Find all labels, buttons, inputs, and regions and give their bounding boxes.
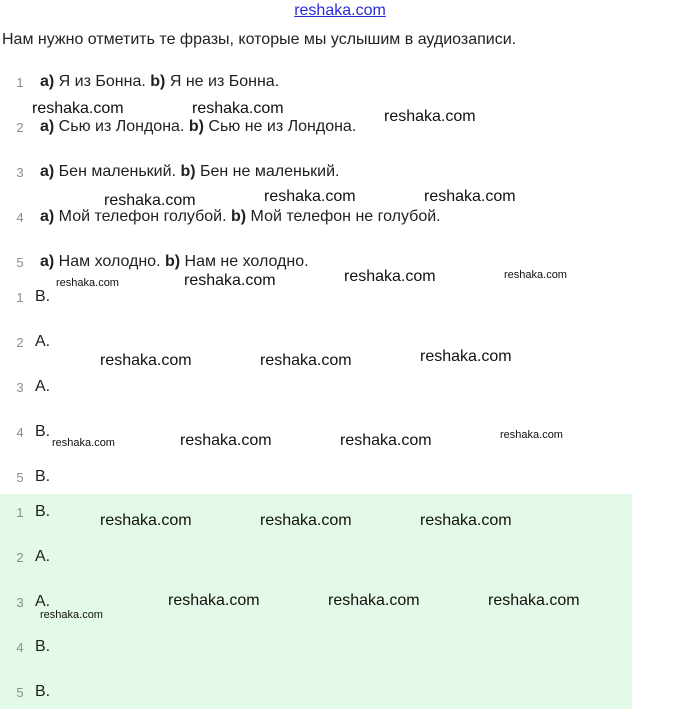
- answer-number: 5: [16, 685, 24, 700]
- answer-number: 5: [16, 470, 24, 485]
- watermark: reshaka.com: [40, 609, 103, 621]
- watermark: reshaka.com: [260, 352, 352, 369]
- question-number: 1: [16, 75, 24, 90]
- site-link[interactable]: reshaka.com: [294, 2, 386, 19]
- answer-number: 3: [16, 380, 24, 395]
- watermark: reshaka.com: [168, 592, 260, 609]
- watermark: reshaka.com: [500, 429, 563, 441]
- answer-number: 2: [16, 335, 24, 350]
- answer-value: A.: [35, 548, 51, 565]
- watermark: reshaka.com: [100, 512, 192, 529]
- answer-number: 3: [16, 595, 24, 610]
- watermark: reshaka.com: [424, 188, 516, 205]
- answer-value: B.: [35, 503, 51, 520]
- watermark: reshaka.com: [344, 268, 436, 285]
- answer-value: B.: [35, 468, 51, 485]
- watermark: reshaka.com: [504, 269, 567, 281]
- watermark: reshaka.com: [384, 108, 476, 125]
- watermark: reshaka.com: [104, 192, 196, 209]
- answer-number: 4: [16, 425, 24, 440]
- watermark: reshaka.com: [264, 188, 356, 205]
- answer-value: A.: [35, 378, 51, 395]
- question-number: 3: [16, 165, 24, 180]
- watermark: reshaka.com: [192, 100, 284, 117]
- watermark: reshaka.com: [420, 512, 512, 529]
- watermark: reshaka.com: [260, 512, 352, 529]
- question-number: 2: [16, 120, 24, 135]
- watermark: reshaka.com: [56, 277, 119, 289]
- question-text: a) Нам холодно. b) Нам не холодно.: [40, 253, 309, 270]
- answer-value: B.: [35, 288, 51, 305]
- answer-value: B.: [35, 638, 51, 655]
- answer-value: A.: [35, 333, 51, 350]
- answer-value: B.: [35, 683, 51, 700]
- answer-number: 4: [16, 640, 24, 655]
- watermark: reshaka.com: [52, 437, 115, 449]
- watermark: reshaka.com: [180, 432, 272, 449]
- watermark: reshaka.com: [184, 272, 276, 289]
- watermark: reshaka.com: [488, 592, 580, 609]
- answer-number: 1: [16, 290, 24, 305]
- question-text: a) Мой телефон голубой. b) Мой телефон не голубой.: [40, 208, 441, 225]
- question-number: 5: [16, 255, 24, 270]
- task-instruction: Нам нужно отметить те фразы, которые мы услышим в аудиозаписи.: [2, 31, 517, 48]
- watermark: reshaka.com: [340, 432, 432, 449]
- answer-number: 2: [16, 550, 24, 565]
- answer-value: A.: [35, 593, 51, 610]
- question-text: a) Я из Бонна. b) Я не из Бонна.: [40, 73, 280, 90]
- question-text: a) Бен маленький. b) Бен не маленький.: [40, 163, 340, 180]
- watermark: reshaka.com: [420, 348, 512, 365]
- watermark: reshaka.com: [100, 352, 192, 369]
- answer-number: 1: [16, 505, 24, 520]
- watermark: reshaka.com: [32, 100, 124, 117]
- question-text: a) Сью из Лондона. b) Сью не из Лондона.: [40, 118, 357, 135]
- question-number: 4: [16, 210, 24, 225]
- watermark: reshaka.com: [328, 592, 420, 609]
- answer-value: B.: [35, 423, 51, 440]
